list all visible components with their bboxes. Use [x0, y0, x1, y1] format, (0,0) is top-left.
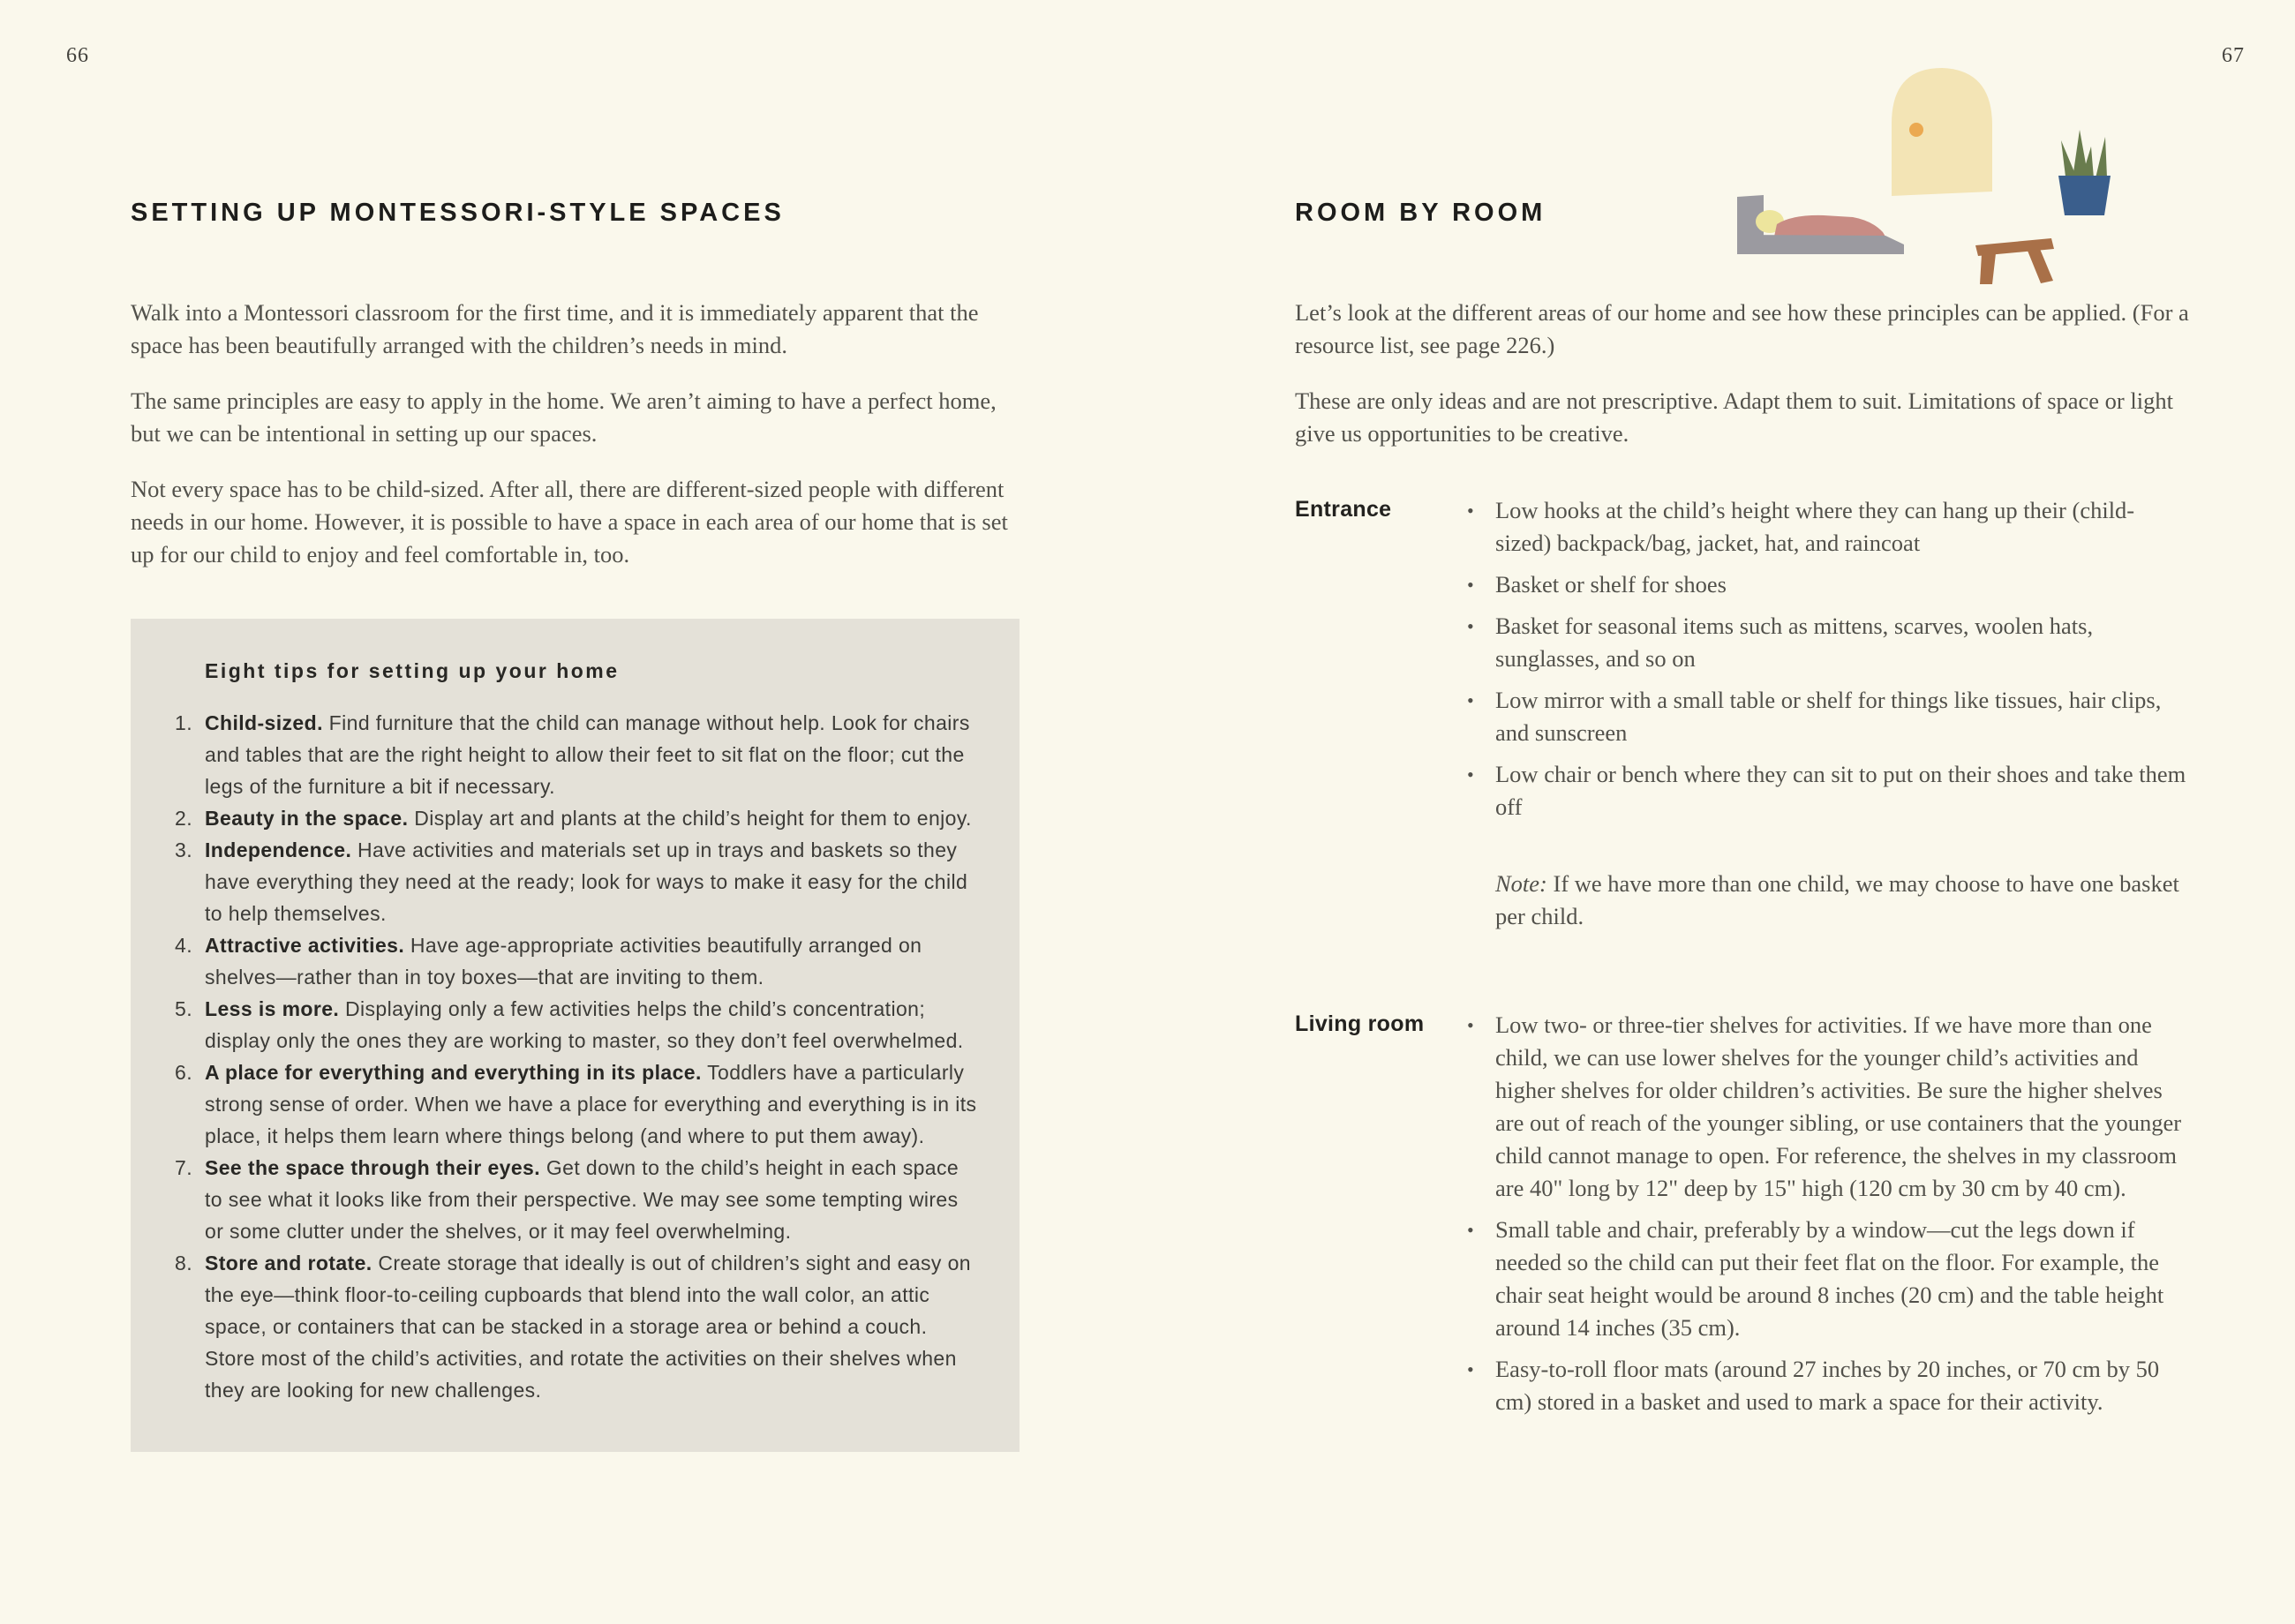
bullet-item: • Basket or shelf for shoes: [1465, 568, 2189, 601]
living-room-bullet-list: [1465, 1009, 2189, 1427]
tip-number: 8.: [175, 1252, 192, 1274]
bullet-item: • Basket for seasonal items such as mittens, scarves, woolen hats, sunglasses, and so on: [1465, 610, 2189, 675]
right-page: [1295, 199, 2189, 1427]
room-illustration: [1721, 44, 2136, 300]
right-paragraph-1: Let’s look at the different areas of our home and see how these principles can be applied. (For a resource list, see page 226.): [1295, 299, 2189, 358]
tip-item: [175, 1056, 977, 1152]
tip-lead: Store and rotate.: [205, 1252, 372, 1274]
left-page: [131, 199, 1025, 1452]
bullet-item: • Low mirror with a small table or shelf for things like tissues, hair clips, and sunscreen: [1465, 684, 2189, 749]
tip-text: Have activities and materials set up in trays and baskets so they have everything they need at the ready; look for ways to make it easy for the child to help themselves.: [205, 838, 968, 925]
right-paragraph-2: These are only ideas and are not prescriptive. Adapt them to suit. Limitations of space or light give us opportunities to be creative.: [1295, 387, 2173, 447]
tip-number: 6.: [175, 1061, 192, 1084]
tips-box-heading: Eight tips for setting up your home: [205, 659, 620, 682]
tip-number: 5.: [175, 997, 192, 1020]
tip-item: [175, 993, 977, 1056]
tip-lead: A place for everything and everything in its place.: [205, 1061, 702, 1084]
section-label-living-room: Living room: [1295, 1011, 1425, 1036]
entrance-note: [1495, 868, 2189, 933]
tip-text: Displaying only a few activities helps the child’s concentration; display only the ones they are working to master, so they don’t feel overwhelmed.: [205, 997, 964, 1052]
tip-lead: See the space through their eyes.: [205, 1156, 541, 1179]
entrance-bullet-list: [1465, 494, 2189, 832]
tips-box: [131, 619, 1020, 1452]
tip-number: 3.: [175, 838, 192, 861]
note-lead: Note:: [1495, 870, 1547, 897]
bullet-item: • Low chair or bench where they can sit to put on their shoes and take them off: [1465, 758, 2189, 823]
plant-pot: [2058, 176, 2111, 215]
tip-text: Create storage that ideally is out of children’s sight and easy on the eye—think floor-to-ceiling cupboards that blend into the wall color, an attic space, or containers that can be stacked in a storage area or behind a couch. Store most of the child’s activities, and rotate the activities on their shelves when they are looking for new challenges.: [205, 1252, 971, 1402]
tip-number: 4.: [175, 934, 192, 957]
bullet-item: • Small table and chair, preferably by a window—cut the legs down if needed so the child can put their feet flat on the floor. For example, the chair seat height would be around 8 inches (20 cm) and the table height around 14 inches (35 cm).: [1465, 1214, 2189, 1344]
tip-item: [175, 929, 977, 993]
door-knob-icon: [1909, 123, 1923, 137]
section-label-entrance: Entrance: [1295, 497, 1392, 522]
bullet-item: • Low hooks at the child’s height where they can hang up their (child-sized) backpack/bag, jacket, hat, and raincoat: [1465, 494, 2189, 560]
tip-text: Display art and plants at the child’s height for them to enjoy.: [414, 807, 972, 830]
bed-base: [1737, 235, 1904, 254]
tip-text: Get down to the child’s height in each space to see what it looks like from their perspective. We may see some tempting wires or some clutter under the shelves, or it may feel overwhelming.: [205, 1156, 959, 1243]
left-paragraph-3: Not every space has to be child-sized. After all, there are different-sized people with different needs in our home. However, it is possible to have a space in each area of our home that is set up for our child to enjoy and feel comfortable in, too.: [131, 476, 1008, 568]
door-illustration: [1892, 68, 1992, 196]
page-number-left: 66: [66, 44, 89, 67]
tip-lead: Independence.: [205, 838, 352, 861]
tip-number: 1.: [175, 711, 192, 734]
left-paragraph-1: Walk into a Montessori classroom for the first time, and it is immediately apparent that the space has been beautifully arranged with the children’s needs in mind.: [131, 299, 979, 358]
left-paragraph-2: The same principles are easy to apply in the home. We aren’t aiming to have a perfect home, but we can be intentional in setting up our spaces.: [131, 387, 997, 447]
entrance-section: [1295, 494, 2189, 832]
right-page-title: ROOM BY ROOM: [1295, 199, 1546, 227]
tip-item: [175, 707, 977, 802]
plant-illustration: [2058, 130, 2111, 215]
tip-text: Toddlers have a particularly strong sense of order. When we have a place for everything and everything is in its place, it helps them learn where things belong (and where to put them away).: [205, 1061, 977, 1147]
tip-item: [175, 834, 977, 929]
tip-number: 2.: [175, 807, 192, 830]
bullet-item: • Easy-to-roll floor mats (around 27 inches by 20 inches, or 70 cm by 50 cm) stored in a basket and used to mark a space for their activity.: [1465, 1353, 2189, 1418]
tip-item: [175, 1247, 977, 1406]
bed-blanket: [1774, 215, 1885, 237]
left-page-title: SETTING UP MONTESSORI-STYLE SPACES: [131, 199, 785, 227]
tip-number: 7.: [175, 1156, 192, 1179]
tip-item: [175, 1152, 977, 1247]
tip-lead: Child-sized.: [205, 711, 323, 734]
tip-lead: Less is more.: [205, 997, 340, 1020]
plant-leaves: [2061, 130, 2107, 178]
tip-text: Find furniture that the child can manage without help. Look for chairs and tables that are the right height to allow their feet to sit flat on the floor; cut the legs of the furniture a bit if necessary.: [205, 711, 970, 798]
tip-item: [175, 802, 977, 834]
tip-lead: Attractive activities.: [205, 934, 405, 957]
bed-illustration: [1737, 195, 1904, 254]
living-room-section: [1295, 1009, 2189, 1427]
tip-lead: Beauty in the space.: [205, 807, 409, 830]
tips-list: [175, 707, 977, 1406]
page-number-right: 67: [2222, 44, 2245, 67]
stool-illustration: [1975, 238, 2054, 284]
tip-text: Have age-appropriate activities beautifully arranged on shelves—rather than in toy boxes—that are inviting to them.: [205, 934, 922, 989]
note-text: If we have more than one child, we may choose to have one basket per child.: [1495, 870, 2179, 929]
bullet-item: • Low two- or three-tier shelves for activities. If we have more than one child, we can use lower shelves for the younger child’s activities and higher shelves for older children’s activities. Be sure the higher shelves are out of reach of the younger sibling, or use containers that the younger child cannot manage to open. For reference, the shelves in my classroom are 40" long by 12" deep by 15" high (120 cm by 30 cm by 40 cm).: [1465, 1009, 2189, 1205]
